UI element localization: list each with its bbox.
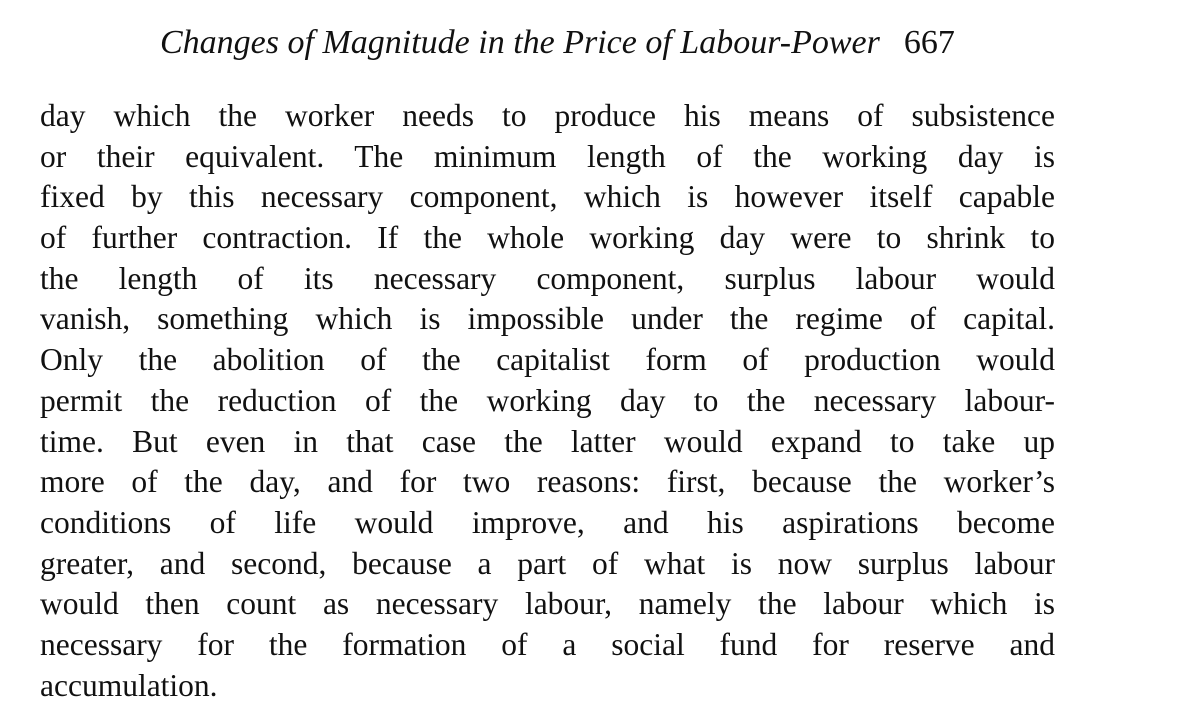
running-title: Changes of Magnitude in the Price of Labour-Power [160, 24, 880, 61]
text-line: conditions of life would improve, and his aspirations become [40, 504, 1055, 540]
text-line: of further contraction. If the whole working day were to shrink to [40, 220, 1055, 256]
text-line: greater, and second, because a part of what is now surplus labour [40, 545, 1055, 581]
running-header [160, 18, 1060, 68]
text-line: time. But even in that case the latter would expand to take up [40, 423, 1055, 459]
text-line: Only the abolition of the capitalist form of production would [40, 342, 1055, 378]
page-number: 667 [903, 24, 955, 61]
text-line: accumulation. [40, 667, 218, 703]
text-line: more of the day, and for two reasons: first, because the worker’s [40, 464, 1055, 500]
body-paragraph [40, 96, 1055, 706]
text-line: vanish, something which is impossible under the regime of capital. [40, 301, 1055, 337]
text-line: would then count as necessary labour, namely the labour which is [40, 586, 1055, 622]
text-line: day which the worker needs to produce his means of subsistence [40, 98, 1055, 133]
text-line: necessary for the formation of a social fund for reserve and [40, 626, 1055, 662]
text-line: fixed by this necessary component, which is however itself capable [40, 179, 1055, 215]
text-line: or their equivalent. The minimum length of the working day is [40, 138, 1055, 174]
text-line: the length of its necessary component, surplus labour would [40, 260, 1055, 296]
text-line: permit the reduction of the working day to the necessary labour- [40, 382, 1055, 418]
